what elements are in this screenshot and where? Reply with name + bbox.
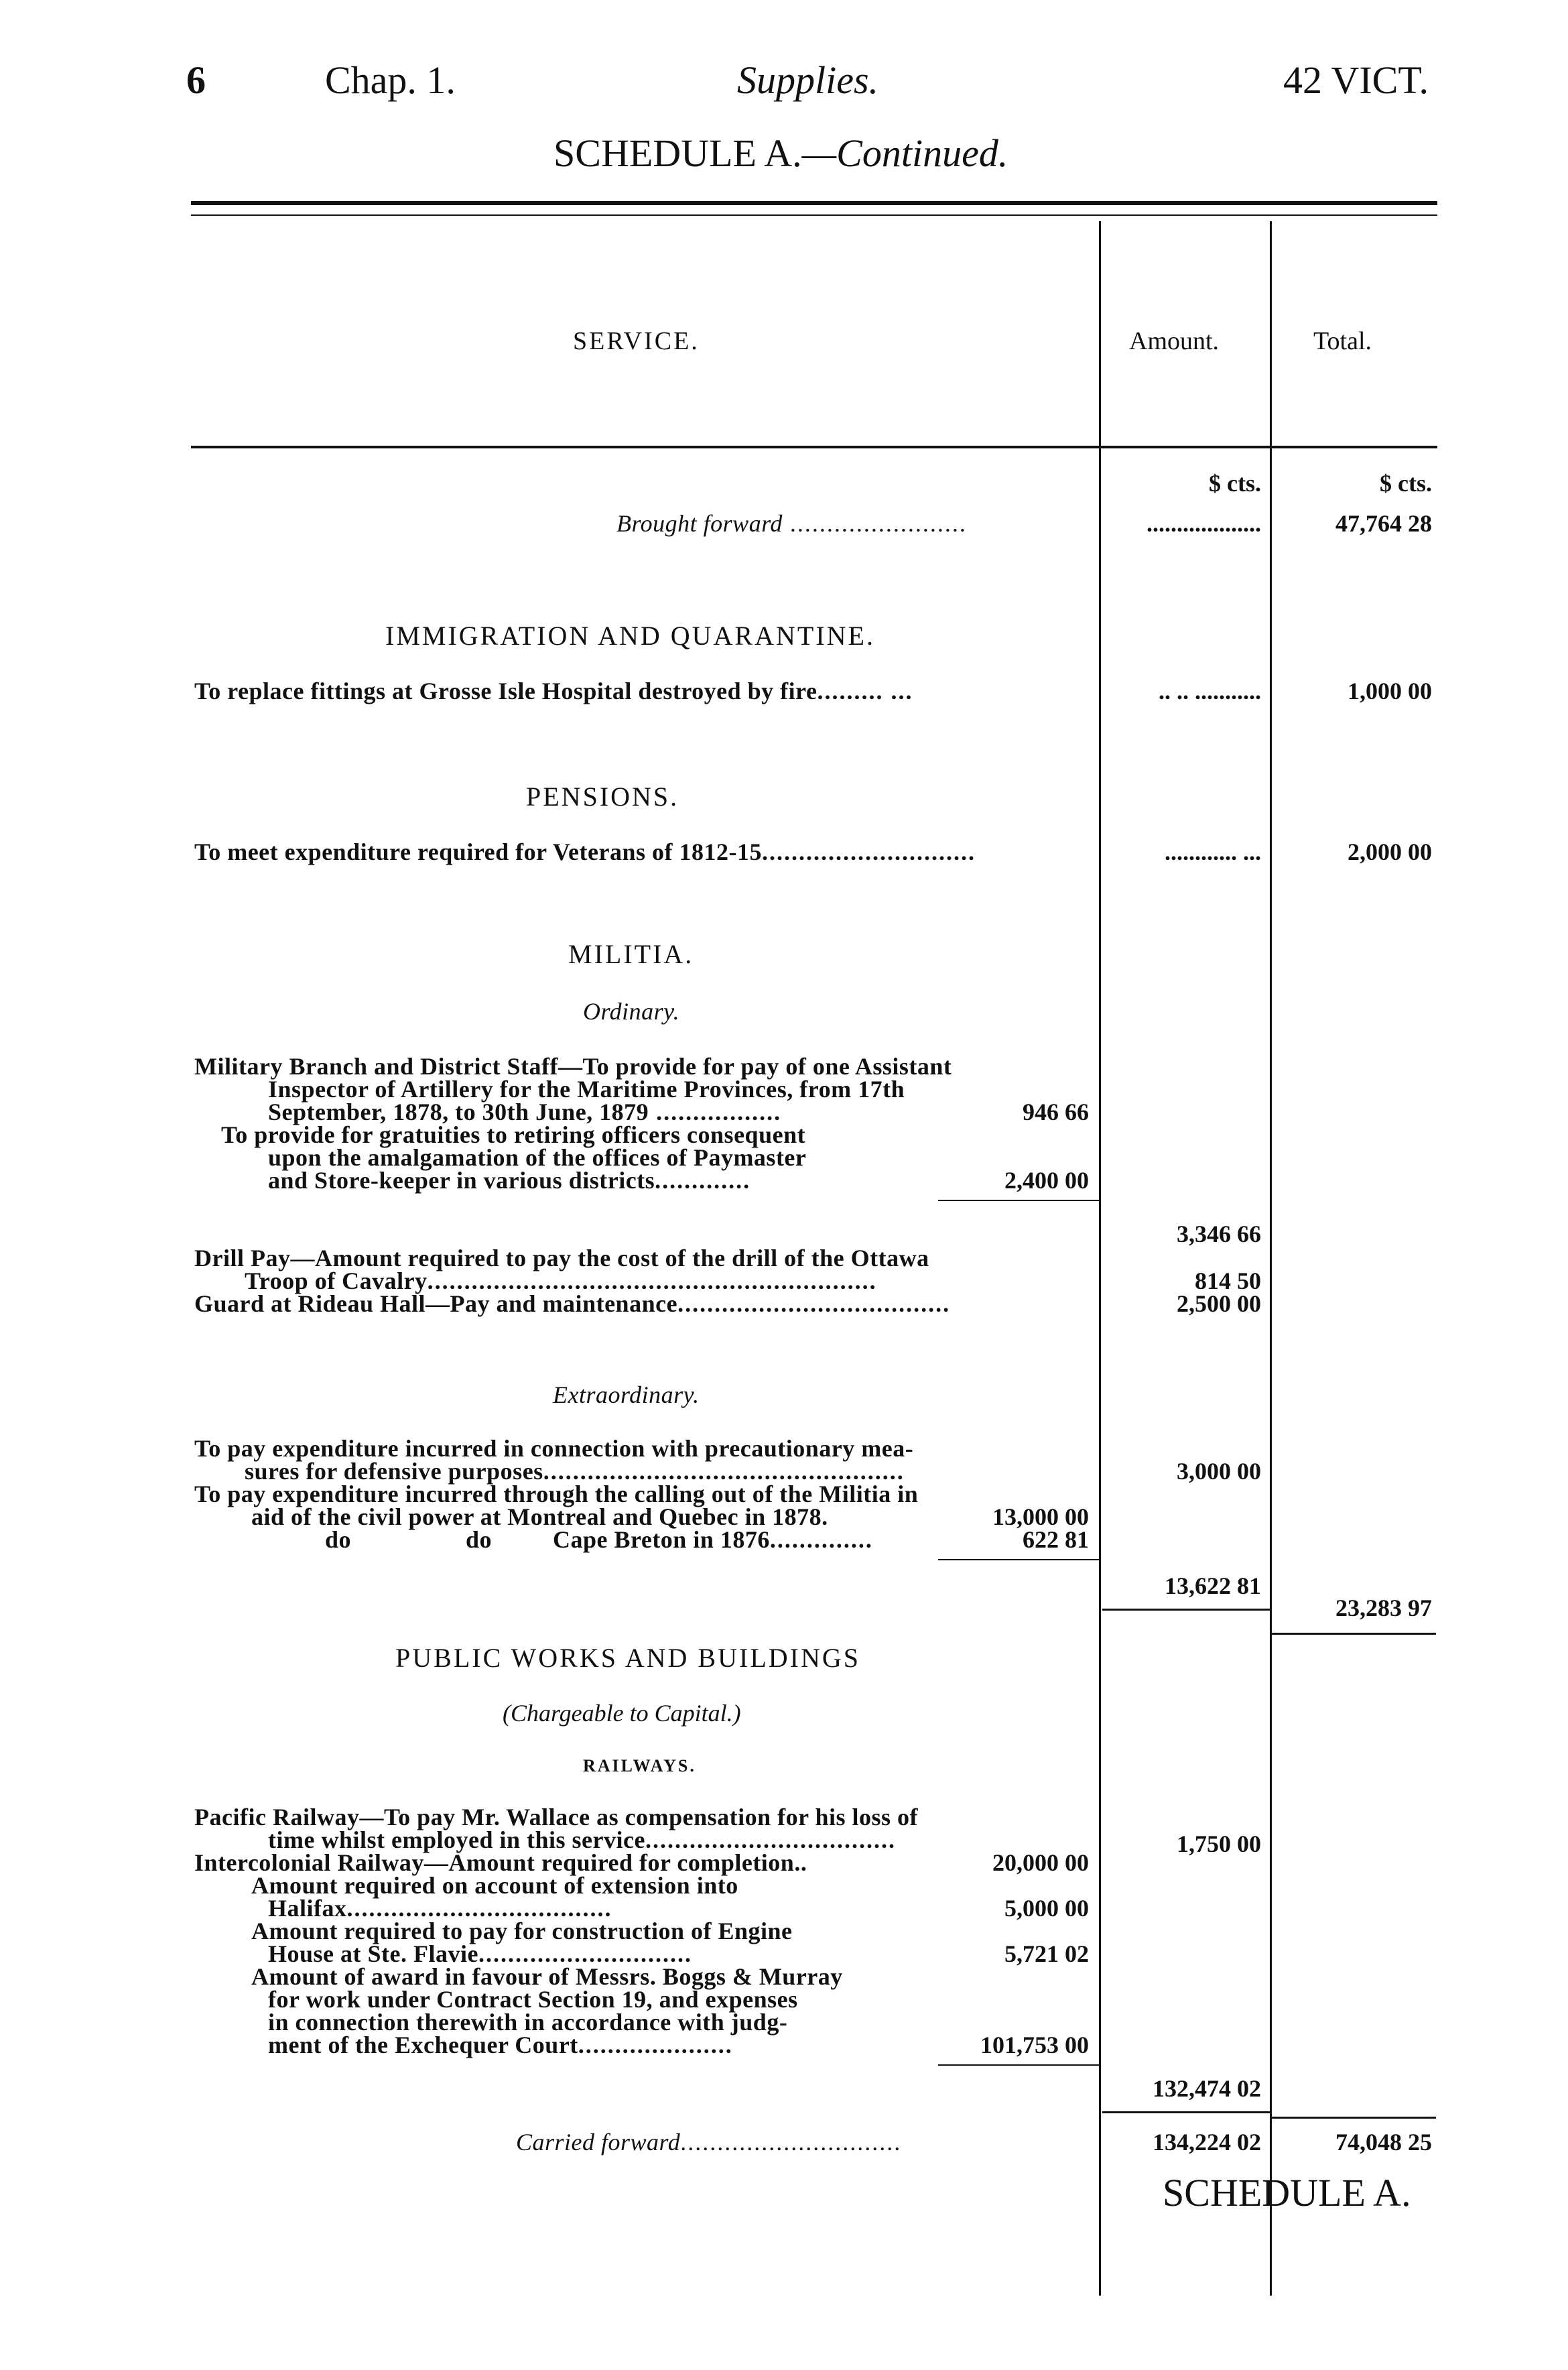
amount-column-divider bbox=[1099, 221, 1101, 2296]
militia-amount-rule bbox=[1102, 1609, 1270, 1611]
militia-heading: MILITIA. bbox=[568, 939, 694, 969]
total-column-divider bbox=[1270, 221, 1272, 2296]
brought-forward-amount-dots: ................... bbox=[1147, 510, 1261, 537]
award-line-4: ment of the Exchequer Court..................... bbox=[268, 2032, 733, 2058]
immigration-line: To replace fittings at Grosse Isle Hospital destroyed by fire......... ... bbox=[194, 678, 913, 704]
catchword: SCHEDULE A. bbox=[1163, 2171, 1411, 2215]
intercolonial-amount: 132,474 02 bbox=[1153, 2075, 1261, 2102]
mil-branch-line-1: Military Branch and District Staff—To provide for pay of one Assistant bbox=[194, 1053, 952, 1080]
intercolonial-subamount: 20,000 00 bbox=[992, 1849, 1089, 1876]
gratuities-line-2: upon the amalgamation of the offices of Paymaster bbox=[268, 1144, 807, 1171]
drill-amount: 814 50 bbox=[1195, 1267, 1261, 1294]
pacific-line-2: time whilst employed in this service.................................. bbox=[268, 1826, 896, 1853]
total-units: $ cts. bbox=[1380, 470, 1432, 497]
top-rule-thick bbox=[191, 201, 1437, 205]
immigration-heading: IMMIGRATION AND QUARANTINE. bbox=[385, 621, 875, 651]
intercolonial-subtotal-rule bbox=[938, 2064, 1099, 2066]
extraordinary-amount: 13,622 81 bbox=[1165, 1572, 1261, 1599]
precaution-line-2: sures for defensive purposes................................................. bbox=[245, 1458, 905, 1485]
militia-total-rule bbox=[1272, 1633, 1436, 1635]
brought-forward-total: 47,764 28 bbox=[1335, 510, 1432, 537]
mil-branch-line-3: September, 1878, to 30th June, 1879 ................. bbox=[268, 1099, 782, 1125]
top-rule-thin bbox=[191, 214, 1437, 216]
pacific-line-1: Pacific Railway—To pay Mr. Wallace as compensation for his loss of bbox=[194, 1804, 919, 1830]
schedule-letter: A. bbox=[764, 131, 802, 175]
service-header: SERVICE. bbox=[573, 327, 700, 355]
carried-forward-label: Carried forward.............................. bbox=[516, 2129, 902, 2156]
halifax-line-2: Halifax.................................... bbox=[268, 1895, 612, 1922]
pensions-line: To meet expenditure required for Veterans of 1812-15............................. bbox=[194, 838, 976, 865]
intercolonial-line: Intercolonial Railway—Amount required for completion.. bbox=[194, 1849, 807, 1876]
schedule-continued: —Continued. bbox=[801, 131, 1008, 175]
amount-units: $ cts. bbox=[1209, 470, 1261, 497]
civil-power-subamount: 13,000 00 bbox=[992, 1503, 1089, 1530]
gratuities-line-1: To provide for gratuities to retiring officers consequent bbox=[221, 1121, 806, 1148]
works-amount-rule bbox=[1102, 2111, 1270, 2113]
drill-line-1: Drill Pay—Amount required to pay the cost of the drill of the Ottawa bbox=[194, 1245, 929, 1271]
cape-breton-line: Cape Breton in 1876.............. bbox=[553, 1526, 873, 1553]
extraordinary-heading: Extraordinary. bbox=[553, 1381, 700, 1408]
halifax-line-1: Amount required on account of extension into bbox=[251, 1872, 738, 1899]
reign-label: 42 VICT. bbox=[1283, 58, 1429, 102]
engine-line-1: Amount required to pay for construction of Engine bbox=[251, 1918, 793, 1944]
ordinary-amount: 3,346 66 bbox=[1177, 1221, 1261, 1247]
pensions-amount-dots: ............ ... bbox=[1165, 838, 1261, 865]
mil-branch-subamount: 946 66 bbox=[1023, 1099, 1089, 1125]
militia-total: 23,283 97 bbox=[1335, 1595, 1432, 1621]
award-line-1: Amount of award in favour of Messrs. Boggs & Murray bbox=[251, 1963, 843, 1990]
guard-line: Guard at Rideau Hall—Pay and maintenance..................................... bbox=[194, 1290, 951, 1317]
ordinary-heading: Ordinary. bbox=[583, 998, 680, 1025]
ordinary-subtotal-rule bbox=[938, 1200, 1099, 1201]
cape-breton-subamount: 622 81 bbox=[1023, 1526, 1089, 1553]
ditto-1: do bbox=[325, 1526, 352, 1553]
total-header: Total. bbox=[1313, 327, 1372, 355]
gratuities-line-3: and Store-keeper in various districts............. bbox=[268, 1167, 751, 1194]
public-works-heading: PUBLIC WORKS AND BUILDINGS bbox=[395, 1643, 860, 1673]
chapter-label: Chap. 1. bbox=[325, 58, 456, 102]
precaution-amount: 3,000 00 bbox=[1177, 1458, 1261, 1485]
immigration-total: 1,000 00 bbox=[1348, 678, 1432, 704]
schedule-heading bbox=[553, 131, 1008, 176]
extraordinary-subtotal-rule bbox=[938, 1559, 1099, 1560]
engine-subamount: 5,721 02 bbox=[1004, 1940, 1089, 1967]
schedule-title: SCHEDULE bbox=[553, 131, 757, 175]
halifax-subamount: 5,000 00 bbox=[1004, 1895, 1089, 1922]
mil-branch-line-2: Inspector of Artillery for the Maritime Provinces, from 17th bbox=[268, 1076, 905, 1103]
works-total-rule bbox=[1272, 2117, 1436, 2119]
award-line-3: in connection therewith in accordance with judg- bbox=[268, 2009, 788, 2036]
header-rule bbox=[191, 446, 1437, 448]
amount-header: Amount. bbox=[1129, 327, 1220, 355]
guard-amount: 2,500 00 bbox=[1177, 1290, 1261, 1317]
pensions-heading: PENSIONS. bbox=[526, 782, 679, 812]
ditto-2: do bbox=[466, 1526, 493, 1553]
civil-power-line-1: To pay expenditure incurred through the calling out of the Militia in bbox=[194, 1481, 919, 1507]
precaution-line-1: To pay expenditure incurred in connection with precautionary mea- bbox=[194, 1435, 914, 1462]
carried-forward-total: 74,048 25 bbox=[1335, 2129, 1432, 2156]
brought-forward-label: Brought forward ........................ bbox=[616, 510, 967, 537]
immigration-amount-dots: .. .. ........... bbox=[1159, 678, 1261, 704]
drill-line-2: Troop of Cavalry............................................................. bbox=[245, 1267, 877, 1294]
award-line-2: for work under Contract Section 19, and expenses bbox=[268, 1986, 798, 2013]
civil-power-line-2: aid of the civil power at Montreal and Quebec in 1878. bbox=[251, 1503, 828, 1530]
subject-label: Supplies. bbox=[737, 58, 879, 102]
pensions-total: 2,000 00 bbox=[1348, 838, 1432, 865]
engine-line-2: House at Ste. Flavie............................. bbox=[268, 1940, 692, 1967]
carried-forward-amount: 134,224 02 bbox=[1153, 2129, 1261, 2156]
chargeable-to-capital: (Chargeable to Capital.) bbox=[503, 1700, 741, 1727]
award-subamount: 101,753 00 bbox=[980, 2032, 1089, 2058]
gratuities-subamount: 2,400 00 bbox=[1004, 1167, 1089, 1194]
railways-subheading: RAILWAYS. bbox=[583, 1756, 696, 1775]
pacific-amount: 1,750 00 bbox=[1177, 1830, 1261, 1857]
page-number: 6 bbox=[186, 58, 206, 102]
